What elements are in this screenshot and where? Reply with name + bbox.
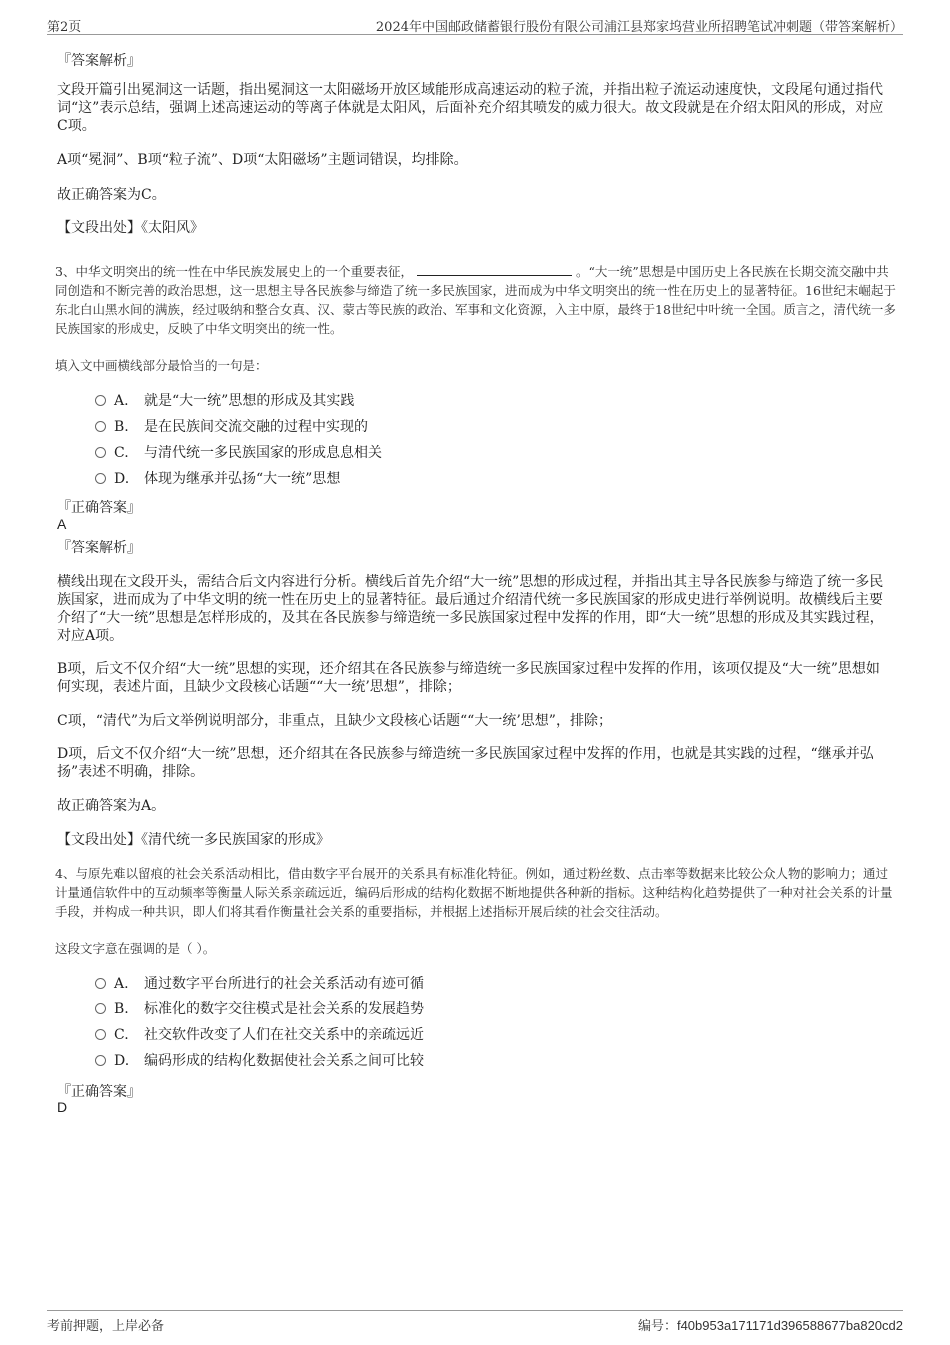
- q3-analysis-label: 『答案解析』: [57, 540, 141, 556]
- q3-analysis-paragraph-4: D项，后文不仅介绍“大一统”思想，还介绍其在各民族参与缔造统一多民族国家过程中发挥的作用，也就是其实践的过程，“继承并弘扬”表述不明确，排除。: [57, 746, 874, 780]
- q3-analysis-conclusion: 故正确答案为A。: [57, 798, 166, 814]
- prev-source: 【文段出处】《太阳风》: [57, 220, 204, 236]
- document-title: 2024年中国邮政储蓄银行股份有限公司浦江县郑家坞营业所招聘笔试冲刺题（带答案解析）: [375, 20, 903, 35]
- q3-source: 【文段出处】《清代统一多民族国家的形成》: [57, 832, 330, 848]
- q3-analysis-paragraph-3: C项，“清代”为后文举例说明部分，非重点，且缺少文段核心话题““大一统’思想”，排除；: [57, 713, 612, 729]
- question-3-prompt: 填入文中画横线部分最恰当的一句是：: [55, 358, 268, 373]
- page-footer: [47, 1310, 903, 1333]
- q4-correct-label: 『正确答案』: [57, 1084, 141, 1100]
- radio-icon[interactable]: [95, 1029, 106, 1040]
- fill-blank: [417, 263, 572, 276]
- q3-analysis-paragraph-1: 横线出现在文段开头，需结合后文内容进行分析。横线后首先介绍“大一统”思想的形成过程，并指出其主导各民族参与缔造了统一多民族国家，进而成为了中华文明的统一性在历史上的显著特征。最后通过介绍清代统一多民族国家的形成史进行举例说明。故横线后主要介绍了“大一统”思想是怎样形成的，及其在各民族参与缔造统一多民族国家过程中发挥的作用，即“大一统”思想的形成及其实践过程，对应A项。: [57, 574, 884, 644]
- q3-option-a[interactable]: A. 就是“大一统”思想的形成及其实践: [95, 391, 354, 411]
- prev-analysis-label: 『答案解析』: [57, 53, 141, 69]
- page-header: [47, 14, 903, 35]
- question-4-text: 4、与原先难以留痕的社会关系活动相比，借由数字平台展开的关系具有标准化特征。例如，通过粉丝数、点击率等数据来比较公众人物的影响力；通过计量通信软件中的互动频率等衡量人际关系亲疏远近，编码后形成的结构化数据不断地提供各种新的指标。这种结构化趋势提供了一种对社会关系的计量手段，并构成一种共识，即人们将其看作衡量社会关系的重要指标，并根据上述指标开展后续的社会交往活动。: [55, 866, 893, 919]
- q3-option-d[interactable]: D. 体现为继承并弘扬“大一统”思想: [95, 469, 340, 489]
- radio-icon[interactable]: [95, 1003, 106, 1014]
- prev-analysis-paragraph-1: 文段开篇引出冕洞这一话题，指出冕洞这一太阳磁场开放区域能形成高速运动的粒子流，并指出粒子流运动速度快，文段尾句通过指代词“这”表示总结，强调上述高速运动的等离子体就是太阳风，后面补充介绍其喷发的威力很大。故文段就是在介绍太阳风的形成，对应C项。: [57, 82, 884, 134]
- radio-icon[interactable]: [95, 395, 106, 406]
- document-code: 编号：f40b953a171171d396588677ba820cd2: [637, 1318, 903, 1334]
- q4-option-d[interactable]: D. 编码形成的结构化数据使社会关系之间可比较: [95, 1051, 424, 1071]
- q3-analysis-paragraph-2: B项，后文不仅介绍“大一统”思想的实现，还介绍其在各民族参与缔造统一多民族国家过程中发挥的作用，该项仅提及“大一统”思想如何实现，表述片面，且缺少文段核心话题““大一统’思想”，排除；: [57, 661, 880, 695]
- q3-option-c[interactable]: C. 与清代统一多民族国家的形成息息相关: [95, 443, 382, 463]
- question-3-text: 3、中华文明突出的统一性在中华民族发展史上的一个重要表征， 。“大一统”思想是中国历史上各民族在长期交流交融中共同创造和不断完善的政治思想，这一思想主导各民族参与缔造了统一多民族国家，进而成为中华文明突出的统一性在历史上的显著特征。16世纪末崛起于东北白山黑水间的满族，经过吸纳和整合女真、汉、蒙古等民族的政治、军事和文化资源，入主中原，最终于18世纪中叶统一全国。质言之，清代统一多民族国家的形成史，反映了中华文明突出的统一性。: [55, 264, 896, 336]
- radio-icon[interactable]: [95, 1055, 106, 1066]
- q4-option-b[interactable]: B. 标准化的数字交往模式是社会关系的发展趋势: [95, 999, 424, 1019]
- page-number: 第2页: [47, 20, 82, 35]
- radio-icon[interactable]: [95, 421, 106, 432]
- q4-option-c[interactable]: C. 社交软件改变了人们在社交关系中的亲疏远近: [95, 1025, 424, 1045]
- radio-icon[interactable]: [95, 978, 106, 989]
- question-4-prompt: 这段文字意在强调的是（ ）。: [55, 941, 216, 956]
- q4-correct-answer: D: [57, 1099, 68, 1115]
- footer-slogan: 考前押题，上岸必备: [47, 1319, 165, 1334]
- q3-correct-label: 『正确答案』: [57, 500, 141, 516]
- radio-icon[interactable]: [95, 473, 106, 484]
- radio-icon[interactable]: [95, 447, 106, 458]
- q3-correct-answer: A: [57, 516, 67, 532]
- prev-analysis-conclusion: 故正确答案为C。: [57, 187, 166, 203]
- q3-option-b[interactable]: B. 是在民族间交流交融的过程中实现的: [95, 417, 368, 437]
- prev-analysis-paragraph-2: A项“冕洞”、B项“粒子流”、D项“太阳磁场”主题词错误，均排除。: [57, 152, 468, 168]
- q4-option-a[interactable]: A. 通过数字平台所进行的社会关系活动有迹可循: [95, 974, 424, 994]
